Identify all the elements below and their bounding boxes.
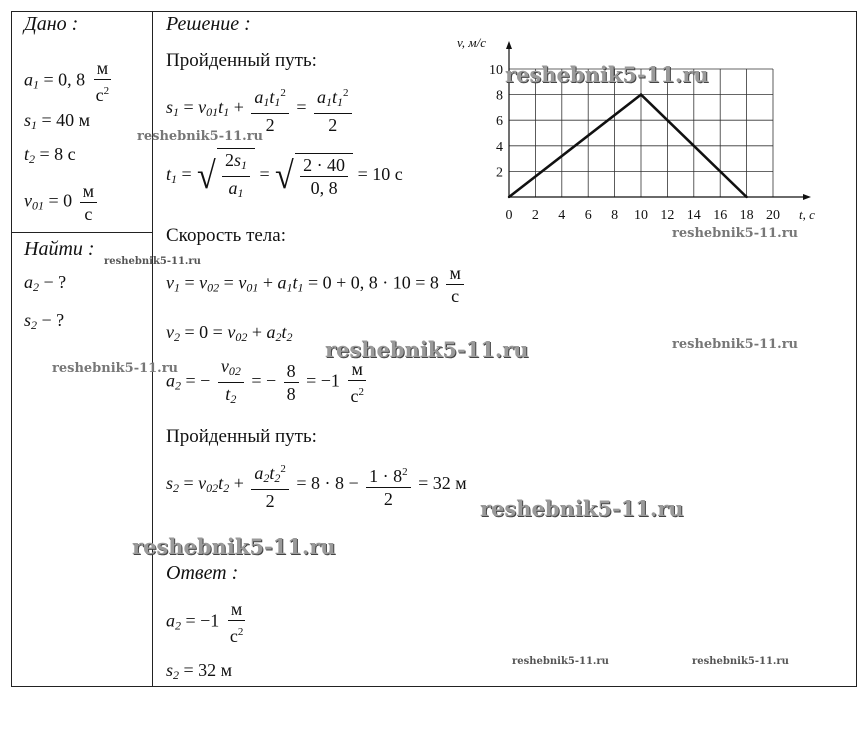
speed-heading: Скорость тела: bbox=[166, 225, 286, 246]
find-title: Найти : bbox=[24, 238, 95, 260]
watermark: reshebnik5-11.ru bbox=[325, 337, 529, 362]
y-tick-label: 4 bbox=[496, 139, 503, 155]
eq-s1: $s_1 = v_{01}t_1$ + $\frac{a_1t_1^2}{2}$ = $\frac{a_1t_1^2}{2}$ bbox=[166, 82, 355, 136]
answer-s2: $s_2 = 32$ м bbox=[166, 660, 233, 682]
velocity-time-chart bbox=[450, 28, 840, 238]
y-axis-label: v, м/с bbox=[457, 35, 486, 50]
eq-a2: $a_2$ = − $\frac{v_{02}}{t_2}$ = − $\frac{8}{8}$ = −1 $\frac{м}{с^2}$ bbox=[166, 356, 364, 406]
find-a2: $a_2$ − ? bbox=[24, 272, 67, 294]
watermark: reshebnik5-11.ru bbox=[137, 129, 264, 144]
x-tick-label: 6 bbox=[584, 208, 592, 223]
watermark: reshebnik5-11.ru bbox=[505, 62, 709, 87]
watermark: reshebnik5-11.ru bbox=[104, 256, 201, 267]
eq-v1: $v_1 = v_{02} = v_{01} + a_1t_1 = 0 + 0$, 8 · 10 = 8 $\frac{м}{с}$ bbox=[166, 262, 467, 307]
watermark: reshebnik5-11.ru bbox=[512, 656, 609, 667]
x-axis-label: t, c bbox=[799, 207, 815, 222]
y-tick-label: 8 bbox=[496, 88, 503, 104]
eq-s2: $s_2 = v_{02}t_2$ + $\frac{a_2t_2^2}{2}$ = 8 · 8 − $\frac{1 \cdot 8^2}{2}$ = 32 м bbox=[166, 458, 467, 512]
find-s2: $s_2$ − ? bbox=[24, 310, 65, 332]
x-axis-arrow bbox=[803, 194, 811, 200]
data-point bbox=[640, 93, 642, 95]
x-tick-label: 2 bbox=[531, 208, 539, 223]
given-v01: $v_{01} = 0$ $\frac{м}{с}$ bbox=[24, 180, 100, 225]
data-point bbox=[508, 196, 510, 198]
watermark: reshebnik5-11.ru bbox=[672, 226, 799, 241]
path-heading-2: Пройденный путь: bbox=[166, 426, 317, 447]
watermark: reshebnik5-11.ru bbox=[692, 656, 789, 667]
x-tick-label: 4 bbox=[558, 208, 566, 223]
x-tick-label: 18 bbox=[739, 208, 754, 223]
given-title: Дано : bbox=[24, 13, 79, 35]
answer-a2: $a_2 = -1$ $\frac{м}{с^2}$ bbox=[166, 599, 244, 646]
x-tick-label: 0 bbox=[505, 208, 513, 223]
given-t2: $t_2 = 8$ с bbox=[24, 144, 76, 166]
watermark: reshebnik5-11.ru bbox=[480, 496, 684, 521]
x-tick-label: 10 bbox=[634, 208, 648, 223]
given-a1: $a_1 = 0$, 8 $\frac{м}{с^2}$ bbox=[24, 58, 110, 105]
y-tick-label: 2 bbox=[496, 165, 503, 181]
answer-title: Ответ : bbox=[166, 562, 239, 584]
path-heading: Пройденный путь: bbox=[166, 50, 317, 71]
y-tick-label: 6 bbox=[496, 114, 503, 130]
given-s1: $s_1 = 40$ м bbox=[24, 110, 91, 132]
x-tick-label: 12 bbox=[660, 208, 675, 223]
watermark: reshebnik5-11.ru bbox=[672, 337, 799, 352]
column-divider bbox=[152, 11, 153, 687]
solution-title: Решение : bbox=[166, 13, 251, 35]
watermark: reshebnik5-11.ru bbox=[132, 534, 336, 559]
eq-v2: $v_2 = 0 = v_{02} + a_2t_2$ bbox=[166, 322, 293, 344]
given-find-divider bbox=[11, 232, 153, 233]
y-axis-arrow bbox=[506, 41, 512, 49]
y-tick-label: 10 bbox=[489, 63, 503, 78]
x-tick-label: 20 bbox=[766, 208, 780, 223]
x-tick-label: 14 bbox=[686, 208, 701, 223]
x-tick-label: 8 bbox=[611, 208, 619, 223]
data-point bbox=[745, 196, 747, 198]
watermark: reshebnik5-11.ru bbox=[52, 361, 179, 376]
x-tick-label: 16 bbox=[713, 208, 728, 223]
eq-t1: $t_1$ = √ $\frac{2s_1}{a_1}$ = √ $\frac{2 \cdot 40}{0, 8}$ = 10 с bbox=[166, 148, 403, 204]
